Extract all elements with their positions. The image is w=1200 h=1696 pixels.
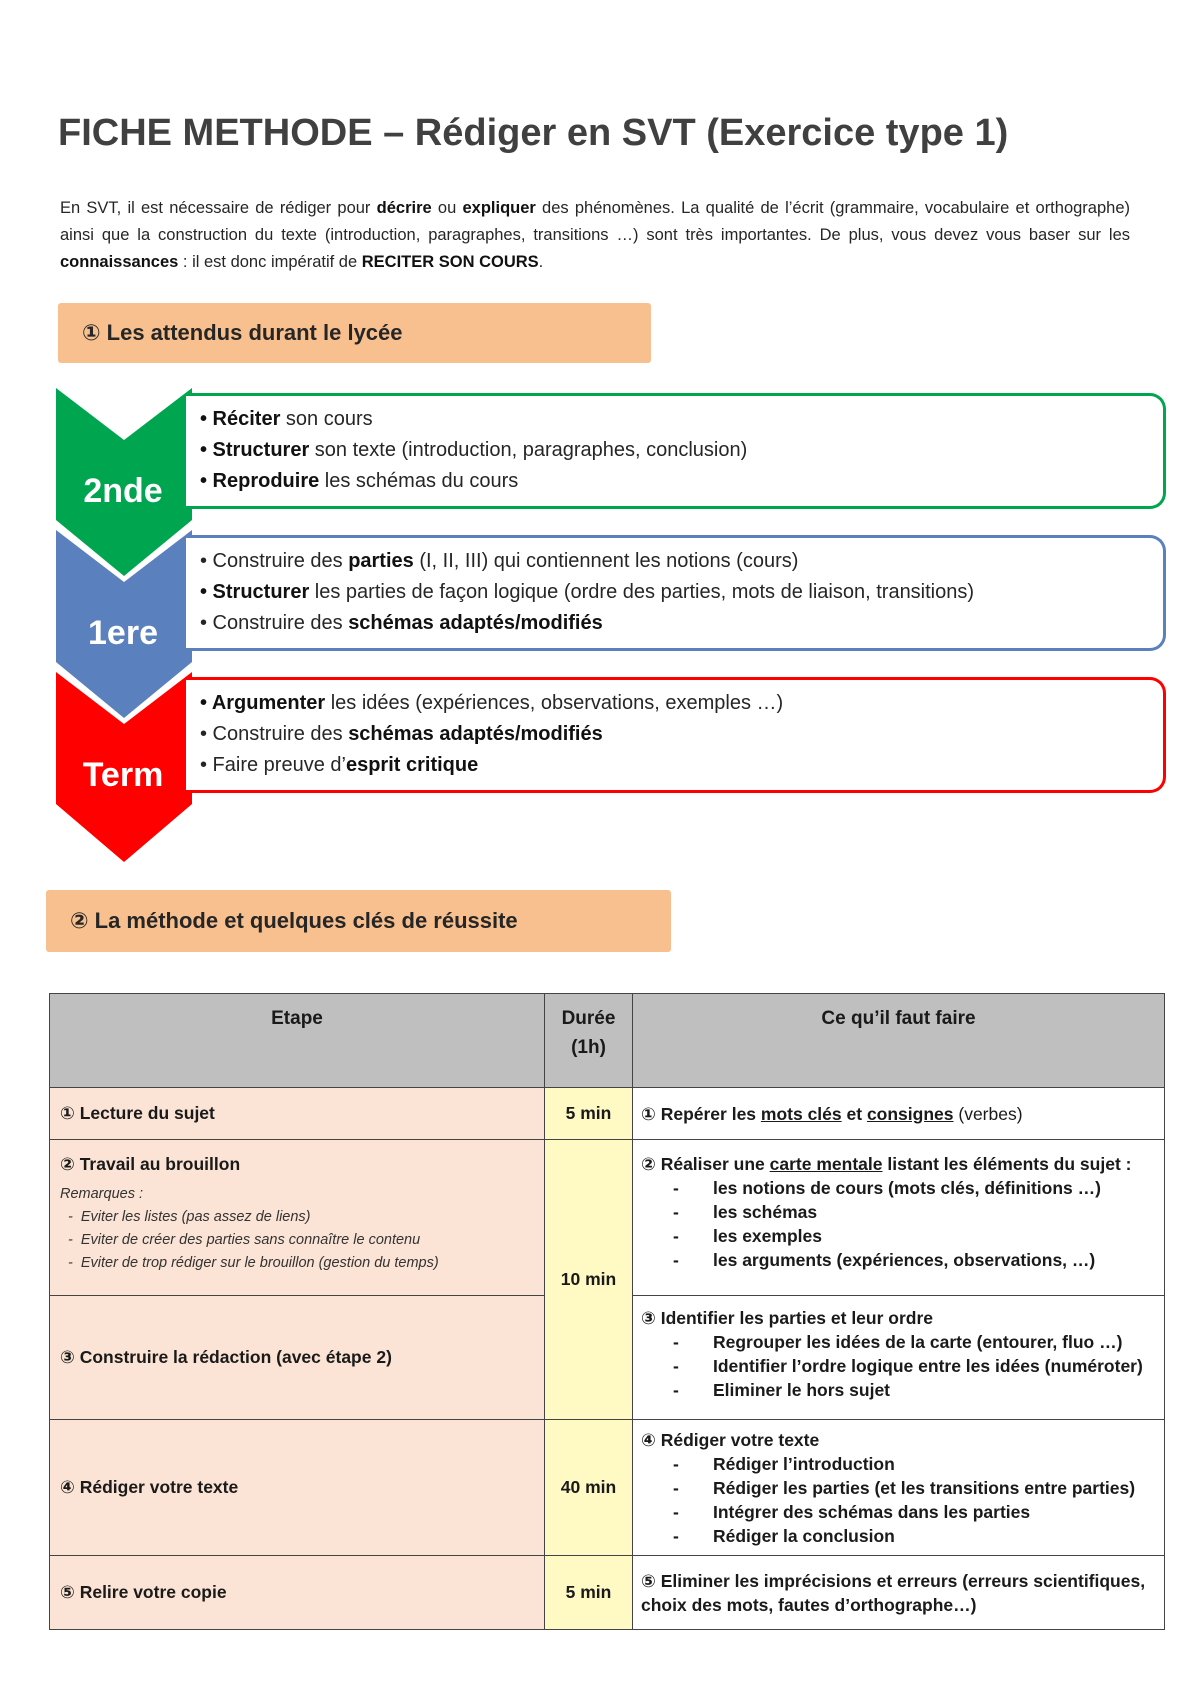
level-line (200, 608, 1163, 639)
level-line (200, 750, 1163, 781)
step-number: ④ (60, 1477, 75, 1497)
level-line-text: son cours (280, 408, 373, 430)
section-2-title: La méthode et quelques clés de réussite (94, 908, 518, 933)
todo-number: ③ (641, 1308, 656, 1328)
todo-text: et (841, 1103, 867, 1124)
level-line (200, 546, 1163, 577)
level-line-text: les schémas du cours (319, 470, 519, 492)
todo-item: - Intégrer des schémas dans les parties (641, 1500, 1156, 1524)
remarks (60, 1183, 543, 1275)
step-label: Construire la rédaction (avec étape 2) (79, 1347, 392, 1367)
level-line (200, 435, 1163, 466)
todo-item: - Regrouper les idées de la carte (entourer, fluo …) (641, 1330, 1156, 1354)
todo-text: listant les éléments du sujet : (882, 1154, 1132, 1174)
todo-item: - Rédiger l’introduction (641, 1452, 1156, 1476)
step-label: Lecture du sujet (79, 1103, 215, 1123)
level-box-term (186, 677, 1166, 793)
todo-underlined: consignes (866, 1103, 954, 1124)
level-line (200, 577, 1163, 608)
intro-keyword: RECITER SON COURS (361, 253, 539, 271)
table-row (50, 1420, 1165, 1556)
level-line-bold: • Argumenter (200, 692, 326, 714)
todo-cell (633, 1140, 1165, 1296)
level-line-bold: parties (348, 550, 414, 572)
level-line-text: les parties de façon logique (ordre des parties, mots de liaison, transitions) (309, 581, 975, 603)
table-row (50, 1140, 1165, 1296)
level-label-1ere: 1ere (88, 614, 158, 652)
remark-item: - Eviter de créer des parties sans connaître le contenu (82, 1229, 543, 1252)
step-number: ② (60, 1154, 75, 1174)
todo-cell (633, 1088, 1165, 1140)
step-label: Relire votre copie (79, 1582, 227, 1602)
level-line-text: • Faire preuve d’ (200, 754, 346, 776)
level-label-term: Term (82, 756, 164, 794)
step-cell (50, 1296, 545, 1420)
level-line (200, 719, 1163, 750)
intro-text: des phénomènes. La qualité de l’écrit (grammaire, vocabulaire et orthographe) ainsi que la construction du texte (introduction, paragraphes, transitions …) sont très importantes. De plus, vous devez vous baser sur les (60, 199, 1130, 244)
level-line-text: (I, II, III) qui contiennent les notions (cours) (413, 550, 799, 572)
todo-item: - les arguments (expériences, observations, …) (641, 1248, 1156, 1272)
level-line-bold: • Reproduire (200, 470, 320, 492)
todo-text: (verbes) (953, 1103, 1023, 1124)
todo-underlined: carte mentale (769, 1154, 883, 1174)
todo-number: ⑤ (641, 1570, 656, 1591)
remark-item: - Eviter de trop rédiger sur le brouillon (gestion du temps) (82, 1252, 543, 1275)
step-cell (50, 1556, 545, 1630)
level-line-bold: • Structurer (200, 581, 310, 603)
intro-text: : il est donc impératif de (178, 253, 362, 271)
intro-keyword: expliquer (462, 199, 536, 217)
intro-paragraph (60, 195, 1130, 276)
todo-item: - les schémas (641, 1200, 1156, 1224)
step-number: ⑤ (60, 1582, 75, 1602)
level-line-text: • Construire des (200, 612, 349, 634)
todo-number: ④ (641, 1430, 656, 1450)
section-1-banner (58, 303, 651, 363)
step-number: ③ (60, 1347, 75, 1367)
todo-item: - les notions de cours (mots clés, définitions …) (641, 1176, 1156, 1200)
level-line (200, 466, 1163, 497)
level-line-text: • Construire des (200, 550, 349, 572)
section-1-number: ① (82, 320, 101, 345)
todo-cell (633, 1556, 1165, 1630)
header-step: Etape (50, 994, 545, 1088)
intro-text: ou (431, 199, 463, 217)
todo-text: Rédiger votre texte (660, 1430, 820, 1450)
step-label: Travail au brouillon (79, 1154, 241, 1174)
intro-keyword: connaissances (60, 253, 179, 271)
step-cell (50, 1140, 545, 1296)
remark-item: - Eviter les listes (pas assez de liens) (82, 1206, 543, 1229)
todo-number: ② (641, 1154, 656, 1174)
todo-item: - Eliminer le hors sujet (641, 1378, 1156, 1402)
level-line-bold: esprit critique (345, 754, 479, 776)
level-label-2nde: 2nde (83, 472, 163, 510)
todo-text: Identifier les parties et leur ordre (660, 1308, 934, 1328)
level-line (200, 404, 1163, 435)
method-table (49, 993, 1165, 1630)
intro-keyword: décrire (376, 199, 432, 217)
page-title: FICHE METHODE – Rédiger en SVT (Exercice type 1) (58, 112, 1009, 154)
level-line-text: • Construire des (200, 723, 349, 745)
todo-item: - Identifier l’ordre logique entre les idées (numéroter) (641, 1354, 1156, 1378)
section-2-banner (46, 890, 671, 952)
duration-cell: 5 min (545, 1556, 633, 1630)
level-line-bold: • Réciter (200, 408, 281, 430)
todo-cell (633, 1420, 1165, 1556)
todo-item: - les exemples (641, 1224, 1156, 1248)
duration-cell: 10 min (545, 1140, 633, 1420)
level-box-1ere (186, 535, 1166, 651)
level-line-bold: schémas adaptés/modifiés (348, 612, 603, 634)
todo-item: - Rédiger la conclusion (641, 1524, 1156, 1548)
level-box-2nde (186, 393, 1166, 509)
level-line-bold: • Structurer (200, 439, 310, 461)
table-row (50, 1556, 1165, 1630)
intro-text: . (538, 253, 544, 271)
todo-text: Réaliser une (660, 1154, 770, 1174)
todo-item: - Rédiger les parties (et les transitions entre parties) (641, 1476, 1156, 1500)
step-label: Rédiger votre texte (79, 1477, 239, 1497)
intro-text: En SVT, il est nécessaire de rédiger pour (60, 199, 377, 217)
todo-cell (633, 1296, 1165, 1420)
step-cell (50, 1420, 545, 1556)
section-1-title: Les attendus durant le lycée (106, 320, 403, 345)
todo-text: Eliminer les imprécisions et erreurs (erreurs scientifiques, choix des mots, fautes d’orthographe…) (641, 1570, 1146, 1615)
table-row (50, 1088, 1165, 1140)
level-line (200, 688, 1163, 719)
level-line-bold: schémas adaptés/modifiés (348, 723, 603, 745)
step-number: ① (60, 1103, 75, 1123)
todo-text: Repérer les (660, 1103, 761, 1124)
level-line-text: les idées (expériences, observations, exemples …) (325, 692, 784, 714)
level-line-text: son texte (introduction, paragraphes, conclusion) (309, 439, 748, 461)
table-header-row (50, 994, 1165, 1088)
todo-underlined: mots clés (760, 1103, 842, 1124)
header-todo: Ce qu’il faut faire (633, 994, 1165, 1088)
header-duration: Durée (1h) (545, 994, 633, 1088)
todo-number: ① (641, 1103, 656, 1124)
duration-cell: 5 min (545, 1088, 633, 1140)
step-cell (50, 1088, 545, 1140)
duration-cell: 40 min (545, 1420, 633, 1556)
remarks-title: Remarques : (60, 1186, 144, 1202)
section-2-number: ② (70, 908, 89, 933)
